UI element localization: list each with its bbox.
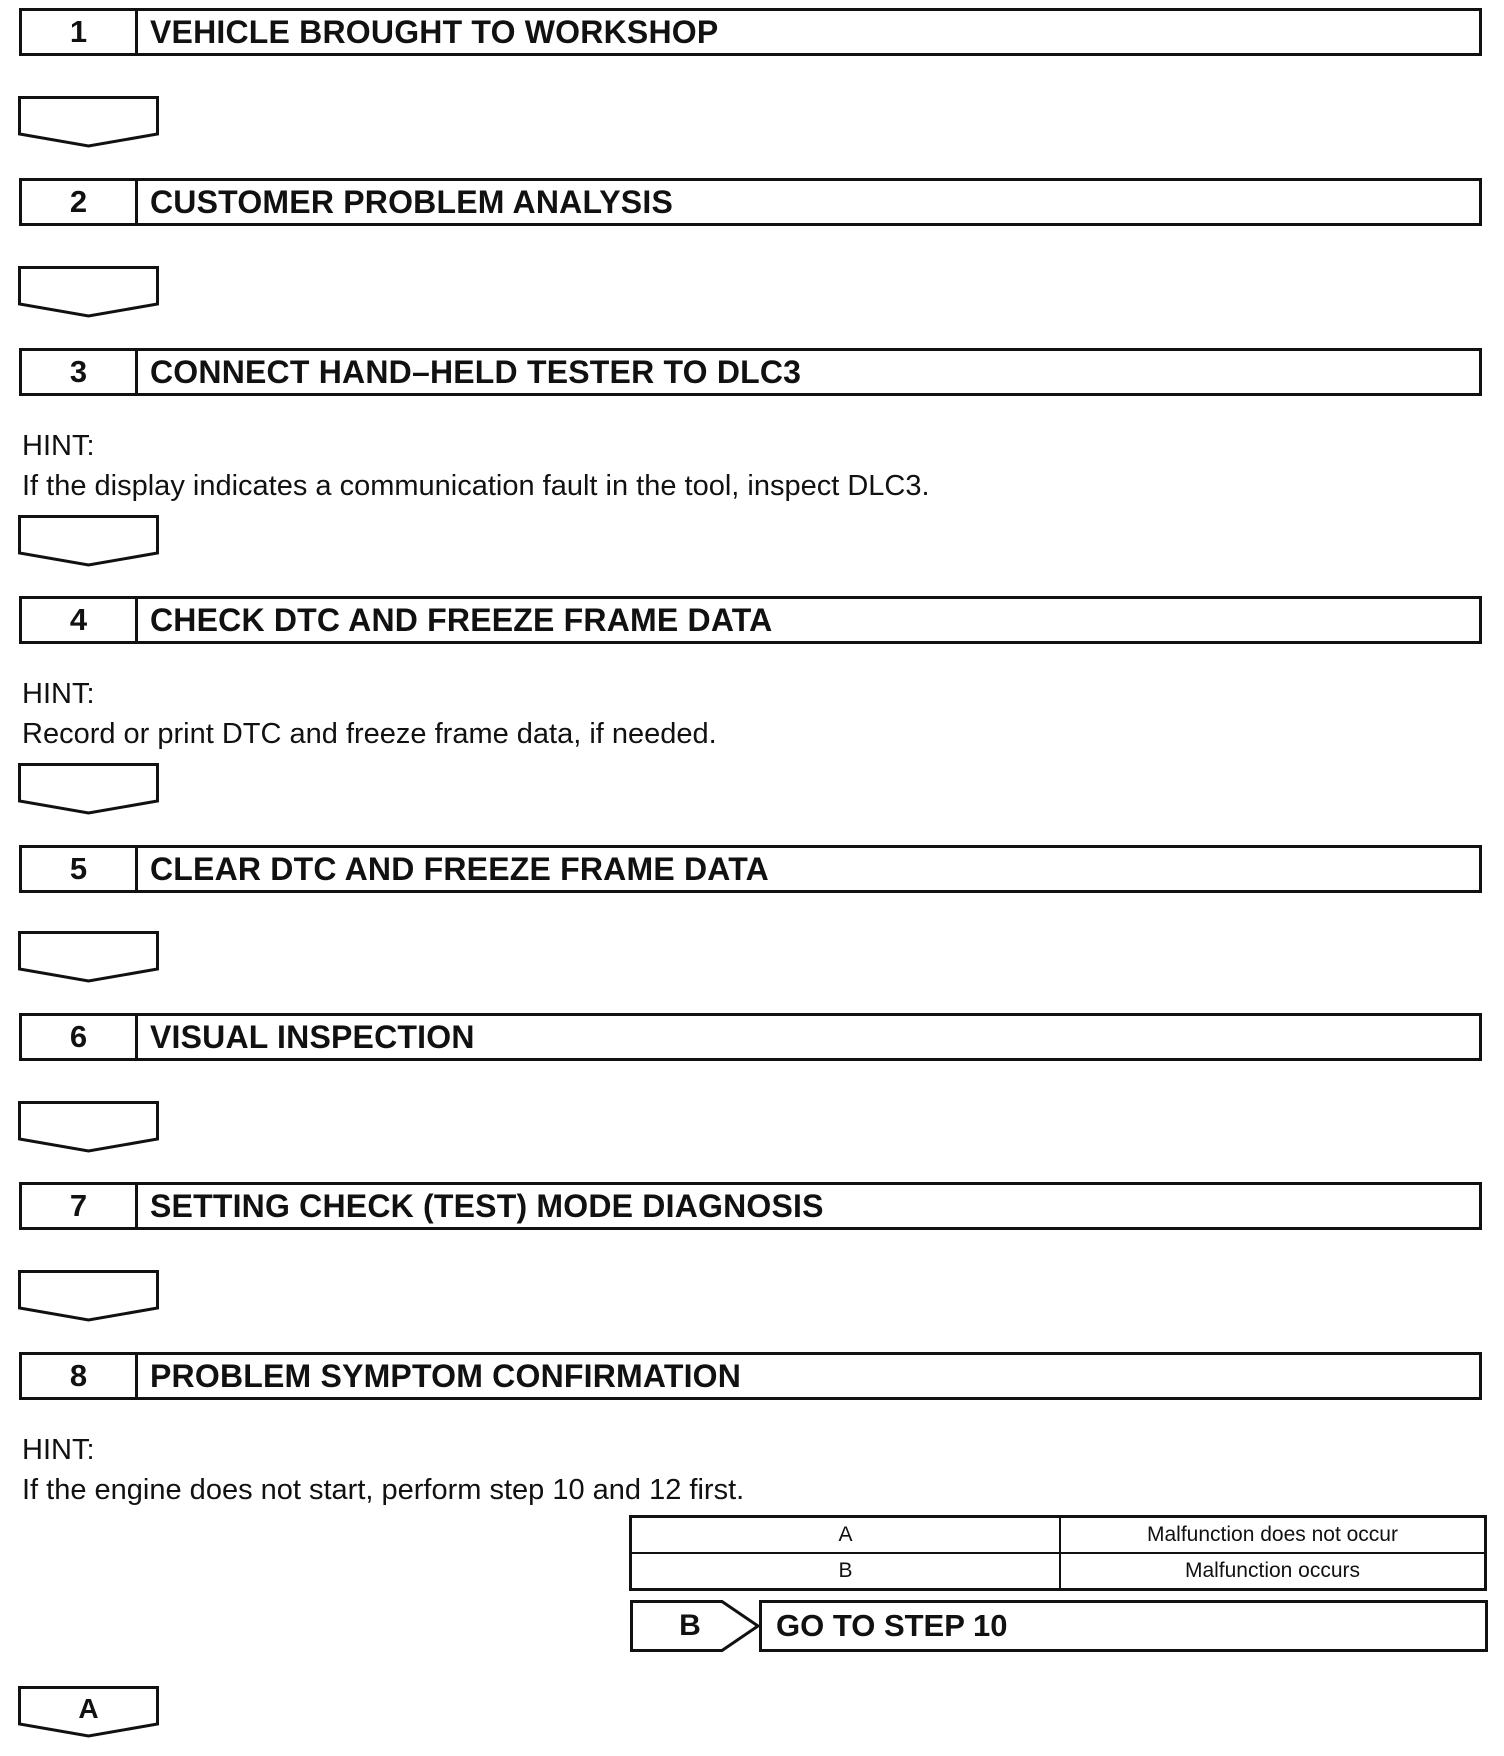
step-2 [19,178,1482,226]
step-title: CONNECT HAND–HELD TESTER TO DLC3 [150,353,802,390]
hint-label: HINT: [22,430,95,462]
step-4 [19,596,1482,644]
flow-arrow-icon [18,1270,159,1322]
step-title: CUSTOMER PROBLEM ANALYSIS [150,183,673,220]
result-description: Malfunction occurs [1060,1553,1486,1590]
step-7 [19,1182,1482,1230]
flow-arrow-icon [18,763,159,815]
step-title: CHECK DTC AND FREEZE FRAME DATA [150,601,773,638]
table-row [631,1553,1486,1590]
step-number: 4 [22,599,138,641]
hint-text: Record or print DTC and freeze frame data, if needed. [22,718,717,750]
hint-text: If the engine does not start, perform step 10 and 12 first. [22,1474,745,1506]
step-number: 5 [22,848,138,890]
step-6 [19,1013,1482,1061]
step-3 [19,348,1482,396]
step-8 [19,1352,1482,1400]
flow-arrow-icon [18,931,159,983]
result-table [629,1515,1487,1591]
step-title: PROBLEM SYMPTOM CONFIRMATION [150,1357,742,1394]
step-number: 1 [22,11,138,53]
step-number: 8 [22,1355,138,1397]
step-number: 2 [22,181,138,223]
step-number: 6 [22,1016,138,1058]
flow-arrow-icon [18,96,159,148]
step-title: SETTING CHECK (TEST) MODE DIAGNOSIS [150,1187,824,1224]
hint-text: If the display indicates a communication fault in the tool, inspect DLC3. [22,470,930,502]
step-title: VEHICLE BROUGHT TO WORKSHOP [150,13,719,50]
table-row [631,1517,1486,1554]
continue-label: A [78,1693,99,1724]
result-code: A [631,1517,1061,1554]
hint-label: HINT: [22,678,95,710]
step-number: 3 [22,351,138,393]
branch-goto [630,1600,1488,1652]
branch-target: GO TO STEP 10 [759,1600,1488,1652]
flow-arrow-icon [18,1101,159,1153]
branch-label: B [679,1609,701,1642]
step-5 [19,845,1482,893]
hint-label: HINT: [22,1434,95,1466]
step-title: VISUAL INSPECTION [150,1018,475,1055]
result-description: Malfunction does not occur [1060,1517,1486,1554]
result-code: B [631,1553,1061,1590]
flow-arrow-icon [18,515,159,567]
step-1 [19,8,1482,56]
step-number: 7 [22,1185,138,1227]
flow-arrow-icon [18,266,159,318]
step-title: CLEAR DTC AND FREEZE FRAME DATA [150,850,769,887]
